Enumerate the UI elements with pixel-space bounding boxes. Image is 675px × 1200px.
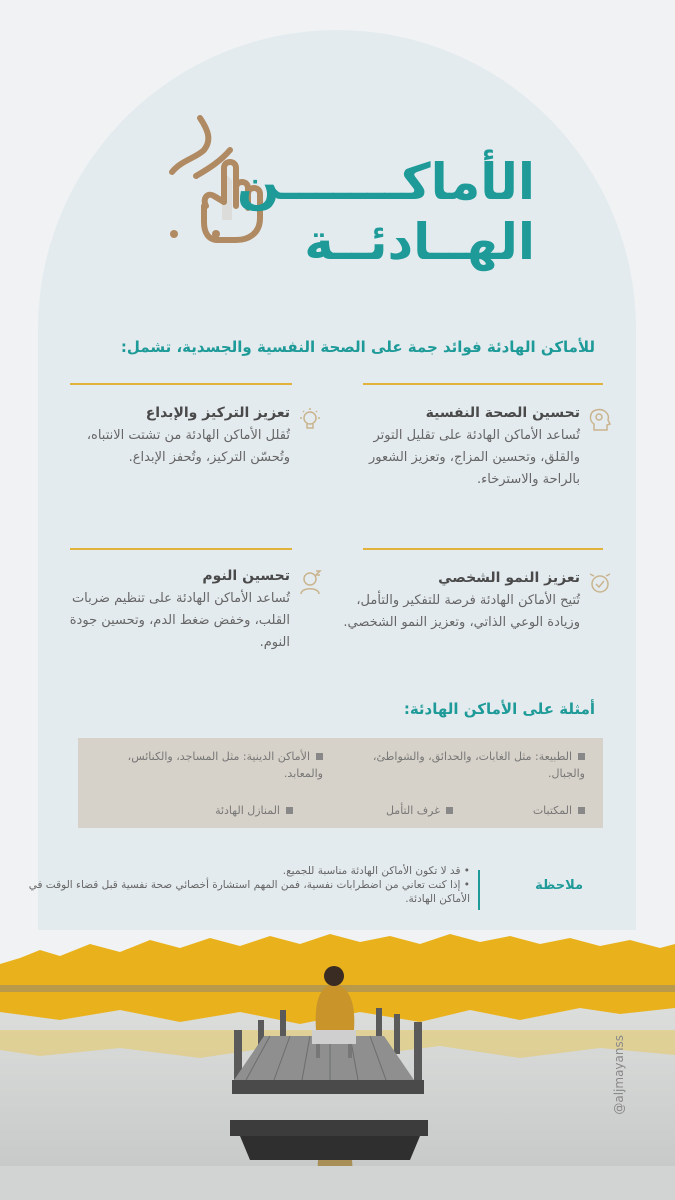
benefit-title: تحسين الصحة النفسية	[425, 405, 580, 421]
page-title	[237, 152, 535, 272]
benefit-card	[340, 405, 580, 491]
title-line-2: الهــادئــة	[304, 213, 535, 271]
note-item: • إذا كنت تعاني من اضطرابات نفسية، فمن المهم استشارة أخصائي صحة نفسية قبل قضاء الوقت في الأماكن الهادئة.	[10, 878, 470, 906]
example-item: الطبيعة: مثل الغابات، والحدائق، والشواطئ، والجبال.	[372, 750, 585, 780]
benefit-title: تعزيز التركيز والإبداع	[145, 405, 290, 421]
person-growth-icon	[586, 570, 614, 598]
note-divider	[478, 870, 480, 910]
sleep-person-icon	[296, 568, 324, 596]
example-item: غرف التأمل	[386, 802, 453, 819]
example-item: المنازل الهادئة	[215, 802, 293, 819]
benefit-text: تُقلل الأماكن الهادئة من تشتت الانتباه، وتُحسّن التركيز، وتُحفز الإبداع.	[86, 428, 290, 465]
benefit-card	[68, 405, 290, 469]
bullet-square-icon	[286, 807, 293, 814]
divider-line	[363, 383, 603, 385]
benefit-text: تُساعد الأماكن الهادئة على تنظيم ضربات القلب، وخفض ضغط الدم، وتحسين جودة النوم.	[69, 591, 290, 650]
lake-pier-illustration	[0, 930, 675, 1200]
example-item: الأماكن الدينية: مثل المساجد، والكنائس، والمعابد.	[127, 750, 323, 780]
benefit-card	[340, 570, 580, 634]
divider-line	[70, 548, 292, 550]
note-item: • قد لا تكون الأماكن الهادئة مناسبة للجميع.	[10, 864, 470, 878]
example-item: المكتبات	[533, 802, 585, 819]
lightbulb-head-icon	[296, 406, 324, 434]
benefit-text: تُساعد الأماكن الهادئة على تقليل التوتر والقلق، وتحسين المزاج، وتعزيز الشعور بالراحة والاسترخاء.	[368, 428, 580, 487]
bullet-square-icon	[578, 807, 585, 814]
benefit-title: تعزيز النمو الشخصي	[438, 570, 580, 586]
benefit-title: تحسين النوم	[202, 568, 290, 584]
examples-heading: أمثلة على الأماكن الهادئة:	[403, 700, 595, 718]
head-gears-icon	[586, 406, 614, 434]
divider-line	[363, 548, 603, 550]
note-label: ملاحظة	[535, 878, 583, 893]
examples-box	[78, 738, 603, 828]
social-handle: @aljmayanss	[612, 1035, 626, 1115]
benefit-card	[68, 568, 290, 654]
title-decoration-dots	[162, 224, 232, 244]
benefit-text: تُتيح الأماكن الهادئة فرصة للتفكير والتأمل، وزيادة الوعي الذاتي، وتعزيز النمو الشخصي.	[343, 593, 580, 630]
note-list	[10, 864, 470, 906]
bullet-square-icon	[446, 807, 453, 814]
intro-text: للأماكن الهادئة فوائد جمة على الصحة النفسية والجسدية، تشمل:	[120, 338, 595, 356]
divider-line	[70, 383, 292, 385]
title-line-1: الأماكـــــــن	[236, 153, 535, 211]
bullet-square-icon	[316, 753, 323, 760]
bullet-square-icon	[578, 753, 585, 760]
